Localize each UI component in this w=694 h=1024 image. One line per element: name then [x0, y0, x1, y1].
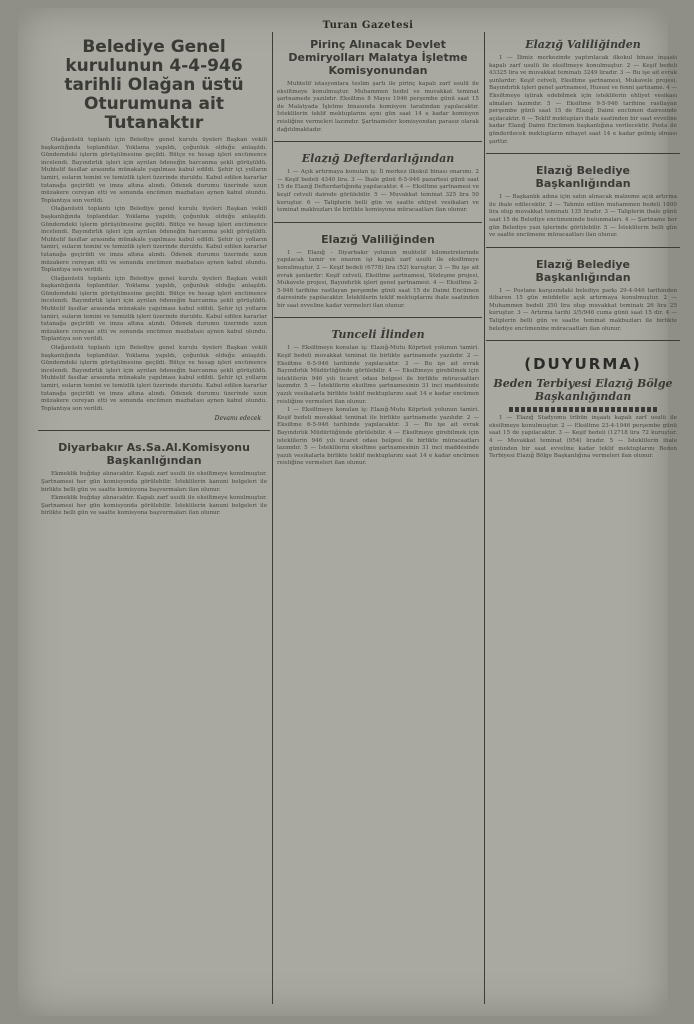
belediye-notice-2: [486, 252, 680, 337]
tunceli-body: [277, 345, 479, 468]
diyarbakir-headline: Diyarbakır As.Sa.Al.Komisyonu Başkanlığından: [58, 441, 250, 468]
divider: [486, 340, 680, 341]
council-minutes-text-cont: Olağanüstü toplantı için Belediye genel kurulu üyeleri Başkan vekili başkanlığında toplandılar. Yoklama yapıldı, çoğunluk olduğu anlaşıldı. Gündemdeki işlerin görüşülmesine geçildi. Bütçe ve hesap işleri encümence incelendi. Bayındırlık işleri için ayrılan ödeneğin harcanma şekli görüşüldü. Muhtelif fasıllar arasında münakale yapılması kabul edildi. Şehir içi yolların tamiri, suların temini ve temizlik işleri üzerinde duruldu. Kabul edilen kararlar tutanağa geçirildi ve imza altına alındı. Ödenek durumu üzerinde uzun müzakere cereyan etti ve sonunda encümen mazbatası aynen kabul olundu. Toplantıya son verildi.: [41, 206, 267, 274]
decorative-rule: [509, 407, 657, 412]
tunceli-notice: [274, 322, 482, 471]
defterdarlik-headline: Elazığ Defterdarlığından: [301, 152, 455, 166]
beden-terbiyesi-headline: Beden Terbiyesi Elazığ Bölge Başkanlığından: [493, 377, 673, 404]
middle-column: [274, 32, 482, 1004]
duyurma-title: (DUYURMA): [524, 355, 642, 374]
defterdarlik-text: 1 — Açık artırmaya konulan iş: İl merkez ilkokul binası onarımı. 2 — Keşif bedeli 4340 lira. 3 — İhale günü 6-5-946 pazartesi günü saat 15 de Elazığ Defterdarlığında yapılacaktır. 4 — Eksiltme şartnamesi ve keşif cetveli dairede görülebilir. 5 — Muvakkat teminat 325 lira 50 kuruştur. 6 — Taliplerin belli gün ve saatte ehliyet vesikaları ve teminat makbuzları ile birlikte komisyona müracaatları ilan olunur.: [277, 169, 479, 214]
masthead: Turan Gazetesi: [322, 20, 414, 31]
defterdarlik-notice: [274, 146, 482, 218]
belediye-headline-2: Elazığ Belediye Başkanlığından: [535, 257, 631, 284]
diyarbakir-text-cont: Ekmeklik buğday alınacaktır. Kapalı zarf usulü ile eksiltmeye konulmuştur. Şartnamesi her gün komisyonda görülebilir. İsteklilerin kanuni belgeleri ile birlikte belli gün ve saatte komisyona başvurmaları ilan olunur.: [41, 495, 267, 517]
council-minutes-text-cont2: Olağanüstü toplantı için Belediye genel kurulu üyeleri Başkan vekili başkanlığında toplandılar. Yoklama yapıldı, çoğunluk olduğu anlaşıldı. Gündemdeki işlerin görüşülmesine geçildi. Bütçe ve hesap işleri encümence incelendi. Bayındırlık işleri için ayrılan ödeneğin harcanma şekli görüşüldü. Muhtelif fasıllar arasında münakale yapılması kabul edildi. Şehir içi yolların tamiri, suların temini ve temizlik işleri üzerinde duruldu. Kabul edilen kararlar tutanağa geçirildi ve imza altına alındı. Ödenek durumu üzerinde uzun müzakere cereyan etti ve sonunda encümen mazbatası aynen kabul olundu. Toplantıya son verildi.: [41, 275, 267, 343]
duyurma-notice: [486, 345, 680, 464]
divider: [274, 222, 482, 223]
valilik-road-headline: Elazığ Valiliğinden: [321, 232, 435, 246]
beden-terbiyesi-body: [489, 415, 677, 461]
tunceli-text: 1 — Eksiltmeye konulan iş: Elazığ-Mutu Köprüsü yolunun tamiri. Keşif bedeli muvakkat teminat ile birlikte şartnamede yazılıdır. 2 — Eksiltme 6-5-946 tarihinde yapılacaktır. 3 — Bu işe ait evrak Bayındırlık Müdürlüğünde görülebilir. 4 — Eksiltmeye girebilmek için isteklilerin 946 yılı ticaret odası belgesi ile birlikte müracaatları lazımdır. 5 — İsteklilerin eksiltme şartnamesinin 31 inci maddesinde yazılı vesikalarla birlikte teklif mektuplarını saat 14 e kadar encümen reisliğine vermeleri ilan olunur.: [277, 345, 479, 405]
belediye-body-1: [489, 194, 677, 240]
tunceli-headline: Tunceli İlinden: [331, 328, 425, 342]
left-column: [38, 32, 270, 1004]
belediye-text-1: 1 — Başkanlık adına için satın alınacak malzeme açık artırma ile ihale edilecektir. 2 — Tahmin edilen muhammen bedeli 1800 lira olup muvakkat teminatı 135 liradır. 3 — Taliplerin ihale günü saat 15 de Belediye encümeninde bulunmaları. 4 — Şartname her gün Belediye yazı işlerinde görülebilir. 5 — İsteklilerin belli gün ve saatte encümene müracaatları ilan olunur.: [489, 194, 677, 239]
diyarbakir-body: [41, 471, 267, 518]
council-minutes-headline: Belediye Genel kurulunun 4-4-946 tarihli Olağan üstü Oturumuna ait Tutanaktır: [64, 37, 244, 133]
rice-tender-text: Muhtelif istasyonlara teslim şartı ile pirinç kapalı zarf usulü ile eksiltmeye konulmuştur. Muhammen bedel ve muvakkat teminat şartnamede yazılıdır. Eksiltme 8 Mayıs 1946 perşembe günü saat 15 de Malatyada İşletme binasında komisyon tarafından yapılacaktır. İsteklilerin teklif mektuplarını aynı gün saat 14 e kadar komisyon reisliğine vermeleri lazımdır. Şartnameler komisyondan parasız olarak dağıtılmaktadır.: [277, 81, 479, 133]
column-rule-right: [484, 32, 485, 1004]
beden-terbiyesi-text: 1 — Elazığ Stadyomu tribün inşaatı kapalı zarf usulü ile eksiltmeye konulmuştur. 2 — Eksiltme 23-4-1946 perşembe günü saat 15 de yapılacaktır. 3 — Keşif bedeli (12718 lira 72 kuruştur. 4 — Muvakkat teminat (954) liradır. 5 — İsteklilerin ihale gününden bir saat evveline kadar teklif mektuplarını Beden Terbiyesi Elazığ Bölge Başkanlığına vermeleri ilan olunur.: [489, 415, 677, 460]
council-minutes-article: [38, 32, 270, 426]
right-column: [486, 32, 680, 1004]
divider: [38, 430, 270, 431]
council-minutes-body: [41, 137, 267, 413]
valilik-road-notice: [274, 227, 482, 314]
belediye-text-2: 1 — Postane karşısındaki belediye parkı 29-4-946 tarihinden itibaren 15 gün müddetle açık artırmaya konulmuştur. 2 — Muhammen bedeli 350 lira olup muvakkat teminatı 26 lira 25 kuruştur. 3 — Artırma tarihi 3/5/946 cuma günü saat 15 dir. 4 — Taliplerin belli gün ve saatte teminat makbuzları ile birlikte belediye encümenine müracaatları ilan olunur.: [489, 287, 677, 332]
rice-tender-notice: [274, 32, 482, 137]
rice-tender-headline: Pirinç Alınacak Devlet Demiryolları Malatya İşletme Komisyonundan: [288, 38, 468, 77]
column-rule-left: [272, 32, 273, 1004]
diyarbakir-notice: [38, 435, 270, 521]
belediye-body-2: [489, 288, 677, 334]
valilik-school-text: 1 — İlimiz merkezinde yaptırılacak ilkokul binası inşaatı kapalı zarf usulü ile eksiltmeye konulmuştur. 2 — Keşif bedeli 43325 lira ve muvakkat teminatı 3249 liradır. 3 — Bu işe ait evrak şunlardır: Keşif cetveli, Eksiltme şartnamesi, Mukavele projesi, Bayındırlık işleri genel şartnamesi, Hususi ve fenni şartname. 4 — Eksiltmeye iştirak edebilmek için isteklilerin ehliyet vesikası almaları lazımdır. 5 — Eksiltme 9-5-946 tarihine rastlayan perşembe günü saat 15 de Elazığ Daimi encümen dairesinde açılacaktır. 6 — Teklif mektupları ihale saatinden bir saat evveline kadar Elazığ Daimi Encümen başkanlığına verilecektir. Posta ile gönderilecek mektupların nihayet saat 14 e kadar gelmiş olması şarttır.: [489, 55, 678, 145]
divider: [274, 141, 482, 142]
newspaper-page: [18, 8, 678, 1016]
divider: [274, 317, 482, 318]
council-minutes-text: Olağanüstü toplantı için Belediye genel kurulu üyeleri Başkan vekili başkanlığında toplandılar. Yoklama yapıldı, çoğunluk olduğu anlaşıldı. Gündemdeki işlerin görüşülmesine geçildi. Bütçe ve hesap işleri encümence incelendi. Bayındırlık işleri için ayrılan ödeneğin harcanma şekli görüşüldü. Muhtelif fasıllar arasında münakale yapılması kabul edildi. Şehir içi yolların tamiri, suların temini ve temizlik işleri üzerinde duruldu. Kabul edilen kararlar tutanağa geçirildi ve imza altına alındı. Ödenek durumu üzerinde uzun müzakere cereyan etti ve sonunda encümen mazbatası aynen kabul olundu. Toplantıya son verildi.: [41, 137, 267, 204]
belediye-headline-1: Elazığ Belediye Başkanlığından: [535, 164, 631, 191]
belediye-notice-1: [486, 158, 680, 243]
divider: [486, 153, 680, 154]
defterdarlik-body: [277, 169, 479, 215]
tunceli-text-cont: 1 — Eksiltmeye konulan iş: Elazığ-Mutu Köprüsü yolunun tamiri. Keşif bedeli muvakkat teminat ile birlikte şartnamede yazılıdır. 2 — Eksiltme 6-5-946 tarihinde yapılacaktır. 3 — Bu işe ait evrak Bayındırlık Müdürlüğünde görülebilir. 4 — Eksiltmeye girebilmek için isteklilerin 946 yılı ticaret odası belgesi ile birlikte müracaatları lazımdır. 5 — İsteklilerin eksiltme şartnamesinin 31 inci maddesinde yazılı vesikalarla birlikte teklif mektuplarını saat 14 e kadar encümen reisliğine vermeleri ilan olunur.: [277, 407, 479, 467]
valilik-road-body: [277, 250, 479, 311]
rice-tender-body: [277, 81, 479, 134]
valilik-school-notice: [486, 32, 680, 149]
divider: [486, 247, 680, 248]
valilik-school-headline: Elazığ Valiliğinden: [525, 38, 641, 51]
valilik-school-body: [489, 55, 677, 146]
diyarbakir-text: Ekmeklik buğday alınacaktır. Kapalı zarf usulü ile eksiltmeye konulmuştur. Şartnamesi her gün komisyonda görülebilir. İsteklilerin kanuni belgeleri ile birlikte belli gün ve saatte komisyona başvurmaları ilan olunur.: [41, 471, 267, 493]
valilik-road-text: 1 — Elazığ - Diyarbakır yolunun muhtelif kilometrelerinde yapılacak tamir ve onarım işi kapalı zarf usulü ile eksiltmeye konulmuştur. 2 — Keşif bedeli (6778) lira (52) kuruştur. 3 — Bu işe ait evrak şunlardır: Keşif cetveli, Eksiltme şartnamesi, Sözleşme projesi, Mukavele projesi, Bayındırlık işleri genel şartnamesi. 4 — Eksiltme 2-5-946 tarihine rastlayan perşembe günü saat 15 de Daimi Encümen dairesinde yapılacaktır. İsteklilerin teklif mektuplarını ihale saatinden bir saat evveline kadar vermeleri ilan olunur.: [277, 249, 479, 309]
continued-note: Devamı edecek: [214, 415, 261, 423]
council-minutes-text-cont3: Olağanüstü toplantı için Belediye genel kurulu üyeleri Başkan vekili başkanlığında toplandılar. Yoklama yapıldı, çoğunluk olduğu anlaşıldı. Gündemdeki işlerin görüşülmesine geçildi. Bütçe ve hesap işleri encümence incelendi. Bayındırlık işleri için ayrılan ödeneğin harcanma şekli görüşüldü. Muhtelif fasıllar arasında münakale yapılması kabul edildi. Şehir içi yolların tamiri, suların temini ve temizlik işleri üzerinde duruldu. Kabul edilen kararlar tutanağa geçirildi ve imza altına alındı. Ödenek durumu üzerinde uzun müzakere cereyan etti ve sonunda encümen mazbatası aynen kabul olundu. Toplantıya son verildi.: [41, 345, 267, 412]
